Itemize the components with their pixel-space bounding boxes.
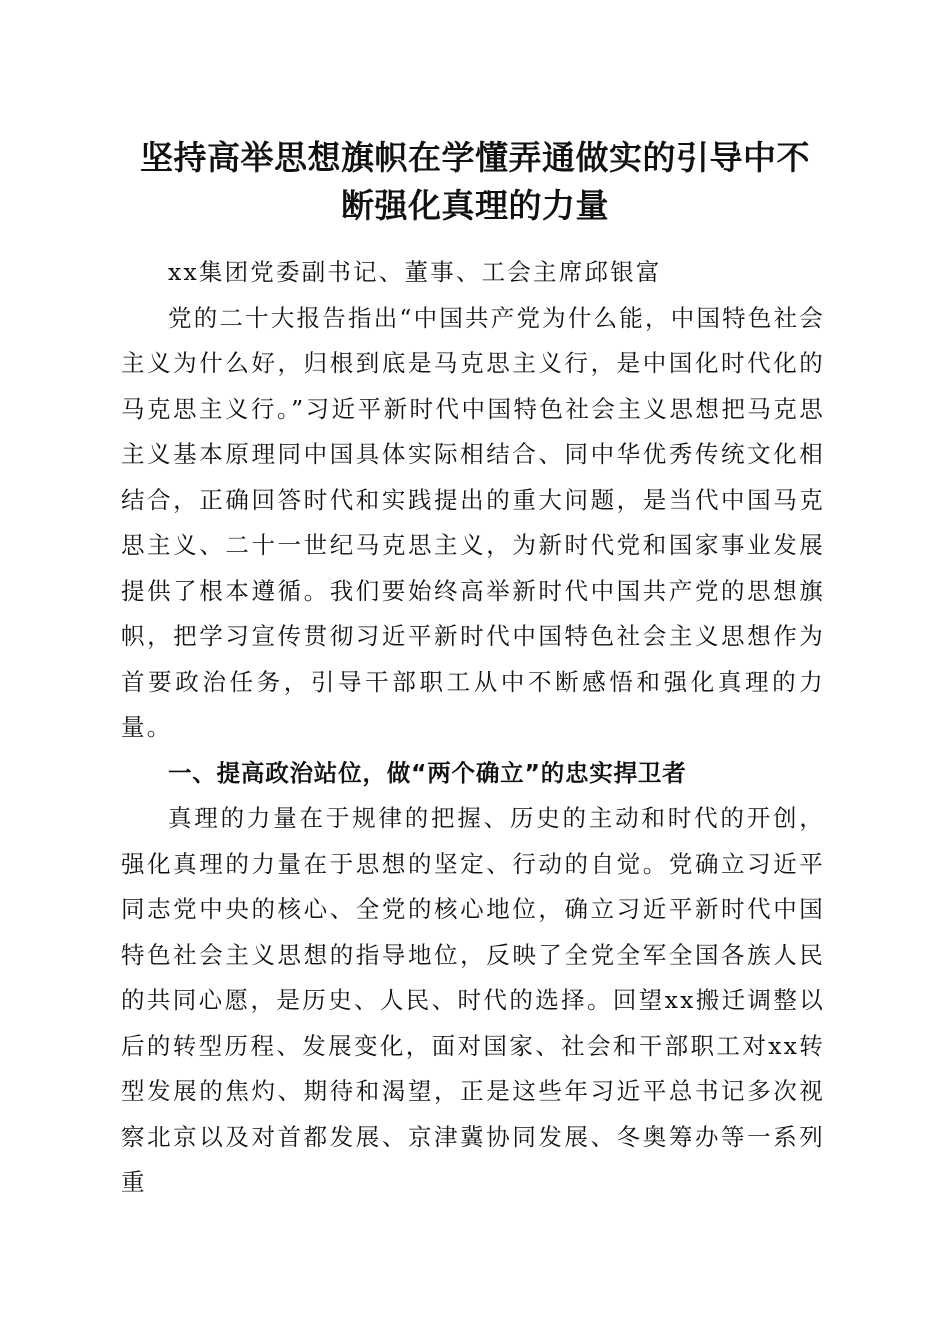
section-heading-1: 一、提高政治站位，做“两个确立”的忠实捍卫者 [168, 758, 687, 787]
document-body [121, 250, 825, 1206]
paragraph-section-1: 真理的力量在于规律的把握、历史的主动和时代的开创，强化真理的力量在于思想的坚定、行动的自觉。党确立习近平同志党中央的核心、全党的核心地位，确立习近平新时代中国特色社会主义思想的指导地位，反映了全党全军全国各族人民的共同心愿，是历史、人民、时代的选择。回望xx搬迁调整以后的转型历程、发展变化，面对国家、社会和干部职工对xx转型发展的焦灼、期待和渴望，正是这些年习近平总书记多次视察北京以及对首都发展、京津冀协同发展、冬奥筹办等一系列重 [121, 804, 825, 1196]
document-title [110, 134, 840, 230]
title-line-2: 断强化真理的力量 [341, 186, 609, 225]
title-line-1: 坚持高举思想旗帜在学懂弄通做实的引导中不 [140, 138, 810, 177]
paragraph-intro: 党的二十大报告指出“中国共产党为什么能，中国特色社会主义为什么好，归根到底是马克思主义行，是中国化时代化的马克思主义行。”习近平新时代中国特色社会主义思想把马克思主义基本原理同中国具体实际相结合、同中华优秀传统文化相结合，正确回答时代和实践提出的重大问题，是当代中国马克思主义、二十一世纪马克思主义，为新时代党和国家事业发展提供了根本遵循。我们要始终高举新时代中国共产党的思想旗帜，把学习宣传贯彻习近平新时代中国特色社会主义思想作为首要政治任务，引导干部职工从中不断感悟和强化真理的力量。 [121, 303, 825, 741]
author-line: xx集团党委副书记、董事、工会主席邱银富 [168, 258, 662, 286]
